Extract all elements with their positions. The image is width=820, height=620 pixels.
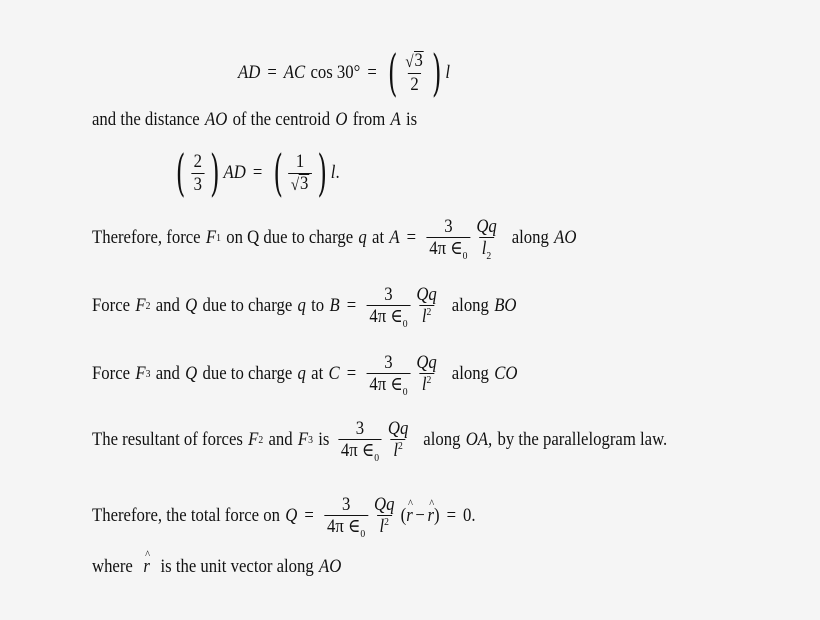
- sqrt: √ 3: [290, 172, 309, 194]
- coulomb-coefficient: $\frac{3}{4\pi \in_0}$ $\frac{Qq}{l^2}$: [336, 418, 412, 461]
- coulomb-coefficient: $\frac{3}{4\pi \in_0}$ $\frac{Qq}{l_2}$: [425, 216, 501, 259]
- equals: =: [367, 62, 377, 83]
- cos-term: cos 30°: [310, 62, 361, 83]
- coulomb-coefficient: $\frac{3}{4\pi \in_0}$ $\frac{Qq}{l^2}$: [365, 352, 441, 395]
- paren-group: ( $\frac{2}{3}$ ): [175, 144, 220, 202]
- var-ac: AC: [283, 62, 306, 83]
- total-force: Therefore, the total force on Q = $\frac{3}{4\pi \in_0}$ $\frac{Qq}{l^2}$ (^ r − ^ r) = 0.: [92, 494, 476, 537]
- force-f1: Therefore, force F 1 on Q due to charge q at A = $\frac{3}{4\pi \in_0}$ $\frac{Qq}{l_2}$ along AO: [92, 216, 577, 262]
- r-hat: ^ r: [427, 505, 434, 527]
- unit-vector-note: where ^ r is the unit vector along AO: [92, 556, 341, 578]
- force-f2: Force F 2 and Q due to charge q to B = $\frac{3}{4\pi \in_0}$ $\frac{Qq}{l^2}$ along BO: [92, 284, 517, 330]
- unit-vector-difference: (^ r − ^ r): [401, 505, 440, 527]
- r-hat: ^ r: [406, 505, 413, 527]
- coulomb-coefficient: $\frac{3}{4\pi \in_0}$ $\frac{Qq}{l^2}$: [323, 494, 399, 537]
- paren-group: ( 1 √ 3 ): [273, 144, 327, 202]
- coulomb-coefficient: $\frac{3}{4\pi \in_0}$ $\frac{Qq}{l^2}$: [365, 284, 441, 327]
- paren-group: ( √ 3 2 ): [387, 44, 442, 102]
- var-l: l: [445, 62, 450, 83]
- equals: =: [267, 62, 277, 83]
- centroid-intro: and the distance AO of the centroid O from A is: [92, 109, 418, 130]
- ad-equation: [238, 44, 450, 102]
- sqrt: √ 3: [405, 49, 423, 71]
- fraction: 1 √ 3: [288, 151, 312, 196]
- force-f3: Force F 3 and Q due to charge q at C = $\frac{3}{4\pi \in_0}$ $\frac{Qq}{l^2}$ along CO: [92, 352, 518, 398]
- var-ad: AD: [238, 62, 261, 83]
- fraction: √ 3 2: [405, 49, 423, 95]
- ao-equation: ( $\frac{2}{3}$ ) AD = ( 1 √ 3 ) l .: [172, 148, 340, 198]
- r-hat: ^ r: [143, 556, 150, 578]
- fraction: $\frac{2}{3}$: [191, 151, 205, 196]
- resultant: The resultant of forces F 2 and F 3 is $\frac{3}{4\pi \in_0}$ $\frac{Qq}{l^2}$ along OA, by the parallelogram law.: [92, 418, 668, 464]
